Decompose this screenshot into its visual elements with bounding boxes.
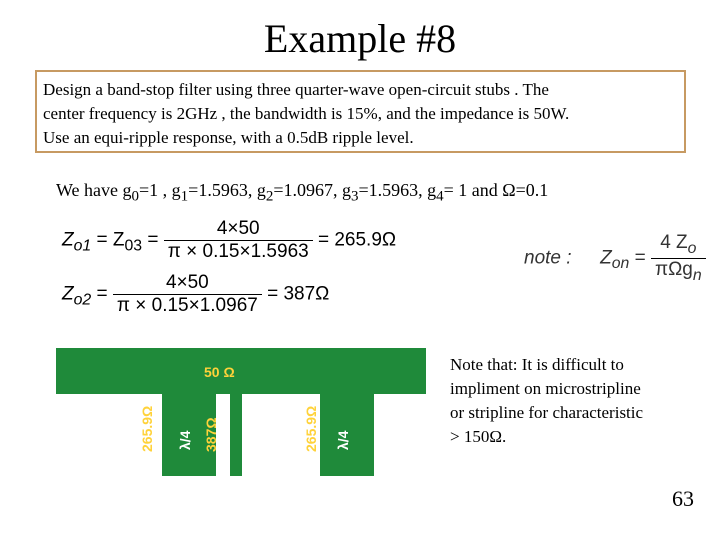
fraction: $\frac{4\times 50}{\pi \times 0.15\times 1.0967}$ [113, 272, 262, 317]
g1-value: =1.5963, [188, 180, 257, 200]
side-note-line: > 150Ω. [450, 427, 507, 446]
g0-value: =1 , [139, 180, 172, 200]
equation-zo1: $Z_{o1} = Z_{03}$ = $\frac{4\times 50}{\pi \times 0.15\times 1.5963}$ = 265.9Ω [62, 218, 397, 262]
stub1-length-label: λ/4 [177, 430, 193, 450]
g-values-line: We have $g_0=1$ , $g_1=1.5963$, $g_2=1.0967$, $g_3=1.5963$, $g_4= 1$ and Ω=0.1 [56, 180, 549, 205]
side-note [450, 353, 643, 449]
g4-value: = 1 and [443, 180, 503, 200]
main-transmission-line [56, 348, 426, 394]
equation-zo2: $Z_{o2}$ = $\frac{4\times 50}{\pi \times 0.15\times 1.0967}$ = 387Ω [62, 272, 330, 316]
g3-value: =1.5963, [358, 180, 428, 200]
omega-value: Ω=0.1 [502, 180, 549, 200]
problem-line: Use an equi-ripple response, with a 0.5dB ripple level. [43, 128, 414, 147]
stub3-length-label: λ/4 [335, 430, 351, 450]
g-prefix: We have [56, 180, 123, 200]
problem-line: center frequency is 2GHz , the bandwidth is 15%, and the impedance is 50W. [43, 104, 570, 123]
problem-statement-box [35, 70, 686, 153]
stub-2 [230, 388, 242, 476]
side-note-line: impliment on microstripline [450, 379, 641, 398]
bandstop-filter-diagram [56, 348, 426, 476]
note-equation: note : $Z_{on}$ = $\frac{4 Z_o}{\pi\Omega g_n}$ [524, 232, 706, 285]
g2-value: =1.0967, [273, 180, 342, 200]
side-note-line: or stripline for characteristic [450, 403, 644, 422]
slide-title: Example #8 [263, 16, 457, 61]
stub1-impedance-label: 265.9Ω [139, 405, 155, 452]
stub2-length-label: λ/4 [251, 430, 267, 450]
problem-line: Design a band-stop filter using three quarter-wave open-circuit stubs . The [43, 80, 549, 99]
line-impedance-label: 50 Ω [204, 364, 235, 380]
fraction: $\frac{4\times 50}{\pi \times 0.15\times 1.5963}$ [164, 218, 313, 263]
side-note-line: Note that: It is difficult to [450, 355, 624, 374]
fraction: $\frac{4 Z_o}{\pi\Omega g_n}$ [651, 232, 706, 285]
page-number: 63 [672, 486, 694, 511]
stub2-impedance-label: 387Ω [203, 417, 219, 452]
stub3-impedance-label: 265.9Ω [303, 405, 319, 452]
